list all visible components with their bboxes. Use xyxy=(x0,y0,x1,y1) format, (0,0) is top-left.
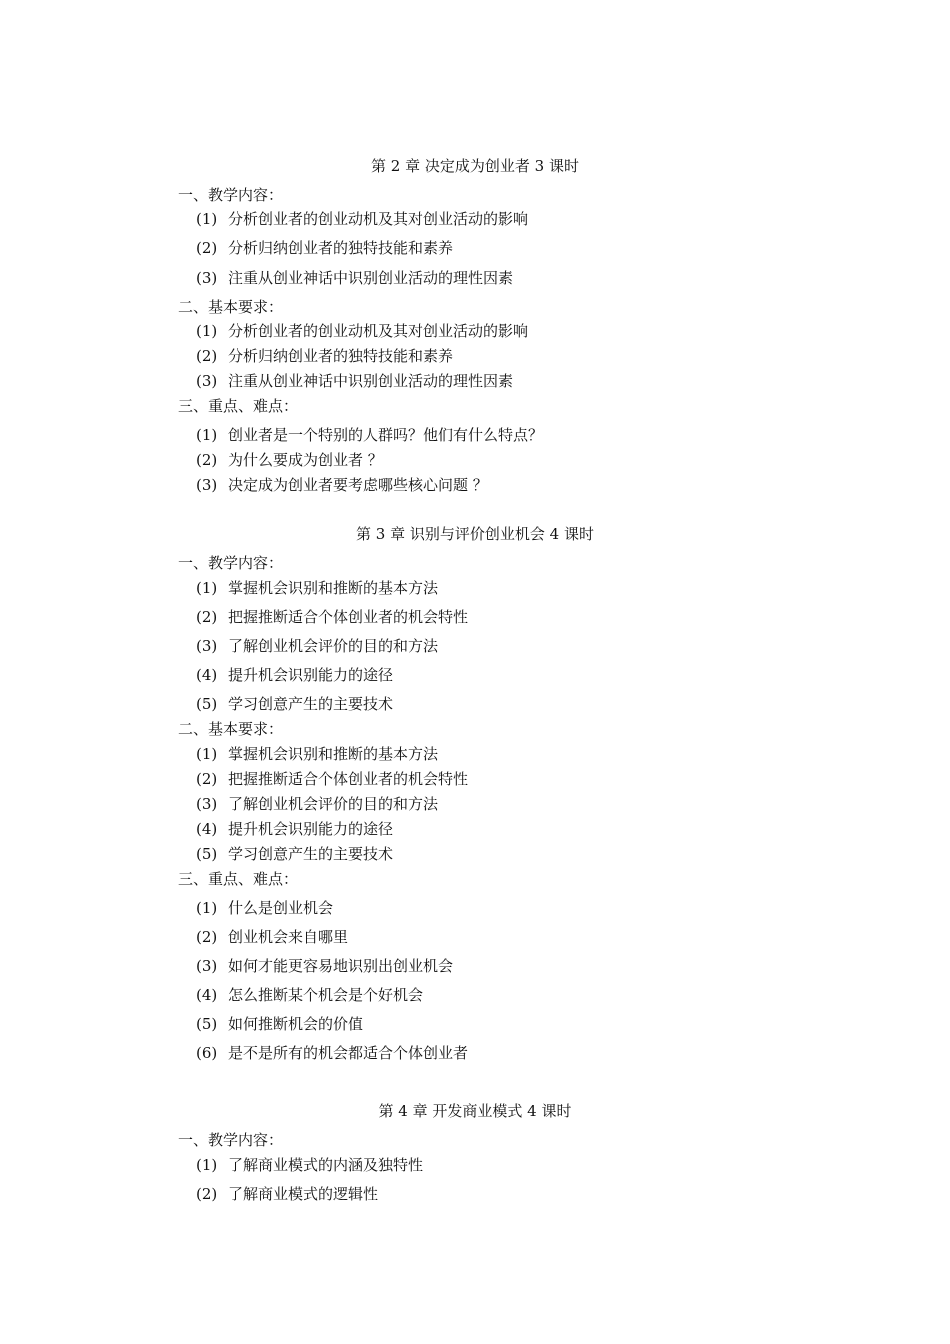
item-number: (4) xyxy=(196,820,218,838)
list-item xyxy=(196,451,383,469)
item-text: 决定成为创业者要考虑哪些核心问题 ？ xyxy=(228,476,488,494)
item-text: 学习创意产生的主要技术 xyxy=(228,845,394,863)
item-number: (1) xyxy=(196,579,218,597)
list-item xyxy=(196,347,453,365)
item-number: (3) xyxy=(196,637,218,655)
item-number: (1) xyxy=(196,1156,218,1174)
list-item xyxy=(196,666,393,684)
item-text: 学习创意产生的主要技术 xyxy=(228,695,394,713)
item-number: (3) xyxy=(196,372,218,390)
list-item xyxy=(196,322,528,340)
list-item xyxy=(196,239,453,257)
item-number: (1) xyxy=(196,210,218,228)
item-number: (4) xyxy=(196,666,218,684)
item-text: 如何才能更容易地识别出创业机会 xyxy=(228,957,454,975)
item-text: 把握推断适合个体创业者的机会特性 xyxy=(228,770,469,788)
item-number: (2) xyxy=(196,239,218,257)
item-text: 了解商业模式的逻辑性 xyxy=(228,1185,379,1203)
item-number: (6) xyxy=(196,1044,218,1062)
list-item xyxy=(196,795,438,813)
item-number: (1) xyxy=(196,426,218,444)
item-text: 如何推断机会的价值 xyxy=(228,1015,364,1033)
item-number: (3) xyxy=(196,957,218,975)
item-number: (3) xyxy=(196,795,218,813)
item-text: 创业者是一个特别的人群吗？他们有什么特点？ xyxy=(228,426,544,444)
list-item xyxy=(196,1015,363,1033)
section-heading: 二、基本要求： xyxy=(178,720,284,738)
item-text: 为什么要成为创业者 ？ xyxy=(228,451,383,469)
list-item xyxy=(196,210,528,228)
item-number: (2) xyxy=(196,608,218,626)
item-number: (1) xyxy=(196,899,218,917)
item-number: (3) xyxy=(196,269,218,287)
list-item xyxy=(196,372,513,390)
item-number: (2) xyxy=(196,347,218,365)
item-number: (3) xyxy=(196,476,218,494)
item-number: (5) xyxy=(196,845,218,863)
section-heading: 一、教学内容： xyxy=(178,554,284,572)
item-text: 注重从创业神话中识别创业活动的理性因素 xyxy=(228,372,514,390)
item-number: (1) xyxy=(196,745,218,763)
list-item xyxy=(196,1156,423,1174)
item-text: 什么是创业机会 xyxy=(228,899,334,917)
item-number: (5) xyxy=(196,695,218,713)
list-item xyxy=(196,695,393,713)
item-text: 提升机会识别能力的途径 xyxy=(228,666,394,684)
list-item xyxy=(196,820,393,838)
chapter-title: 第 3 章 识别与评价创业机会 4 课时 xyxy=(356,525,594,543)
item-text: 怎么推断某个机会是个好机会 xyxy=(228,986,424,1004)
item-text: 提升机会识别能力的途径 xyxy=(228,820,394,838)
item-number: (2) xyxy=(196,928,218,946)
list-item xyxy=(196,770,468,788)
section-heading: 三、重点、难点： xyxy=(178,870,299,888)
item-number: (2) xyxy=(196,451,218,469)
item-text: 了解创业机会评价的目的和方法 xyxy=(228,795,439,813)
item-text: 是不是所有的机会都适合个体创业者 xyxy=(228,1044,469,1062)
list-item xyxy=(196,845,393,863)
item-text: 分析归纳创业者的独特技能和素养 xyxy=(228,239,454,257)
chapter-title: 第 2 章 决定成为创业者 3 课时 xyxy=(371,157,579,175)
list-item xyxy=(196,986,423,1004)
chapter-title: 第 4 章 开发商业模式 4 课时 xyxy=(378,1102,572,1120)
list-item xyxy=(196,426,543,444)
item-number: (4) xyxy=(196,986,218,1004)
list-item xyxy=(196,579,438,597)
list-item xyxy=(196,1185,378,1203)
section-heading: 一、教学内容： xyxy=(178,1131,284,1149)
item-number: (1) xyxy=(196,322,218,340)
item-text: 掌握机会识别和推断的基本方法 xyxy=(228,579,439,597)
item-text: 把握推断适合个体创业者的机会特性 xyxy=(228,608,469,626)
section-heading: 一、教学内容： xyxy=(178,186,284,204)
item-text: 注重从创业神话中识别创业活动的理性因素 xyxy=(228,269,514,287)
list-item xyxy=(196,269,513,287)
list-item xyxy=(196,608,468,626)
item-number: (2) xyxy=(196,770,218,788)
item-text: 了解创业机会评价的目的和方法 xyxy=(228,637,439,655)
list-item xyxy=(196,476,488,494)
list-item xyxy=(196,1044,468,1062)
item-text: 分析创业者的创业动机及其对创业活动的影响 xyxy=(228,210,529,228)
item-number: (2) xyxy=(196,1185,218,1203)
section-heading: 三、重点、难点： xyxy=(178,397,299,415)
list-item xyxy=(196,637,438,655)
item-text: 分析归纳创业者的独特技能和素养 xyxy=(228,347,454,365)
list-item xyxy=(196,928,348,946)
list-item xyxy=(196,899,333,917)
item-text: 分析创业者的创业动机及其对创业活动的影响 xyxy=(228,322,529,340)
section-heading: 二、基本要求： xyxy=(178,298,284,316)
list-item xyxy=(196,745,438,763)
item-text: 创业机会来自哪里 xyxy=(228,928,349,946)
item-text: 了解商业模式的内涵及独特性 xyxy=(228,1156,424,1174)
item-number: (5) xyxy=(196,1015,218,1033)
item-text: 掌握机会识别和推断的基本方法 xyxy=(228,745,439,763)
list-item xyxy=(196,957,453,975)
